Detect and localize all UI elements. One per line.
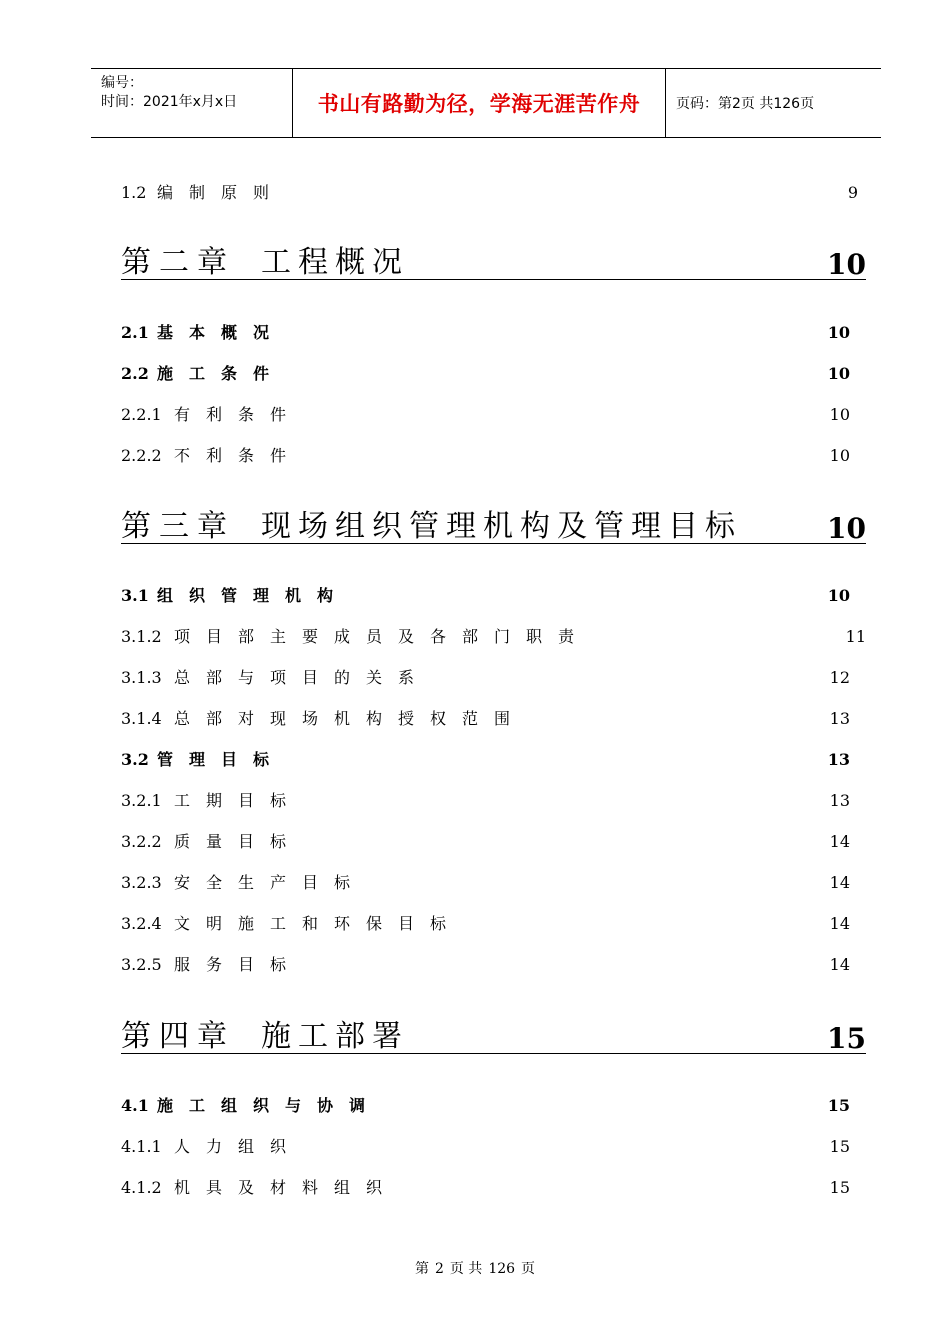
motto-text: 书山有路勤为径，学海无涯苦作舟 [317, 92, 641, 116]
toc-entry-3-2[interactable] [121, 748, 866, 772]
entry-number: 1.2 [121, 183, 147, 202]
entry-number: 4.1.2 [121, 1178, 162, 1197]
entry-title: 施工条件 [157, 364, 286, 383]
footer-suffix: 页 [521, 1261, 536, 1277]
chapter-page: 15 [827, 1022, 866, 1055]
toc-entry-2-2-2[interactable] [121, 444, 866, 468]
entry-number: 2.2 [121, 364, 149, 383]
toc-entry-2-2[interactable] [121, 362, 866, 386]
entry-title: 安全生产目标 [174, 873, 367, 892]
header-info-cell [91, 69, 293, 137]
entry-number: 3.2.1 [121, 791, 162, 810]
chapter-page: 10 [827, 248, 866, 281]
entry-page: 10 [827, 323, 850, 342]
toc-entry-3-2-5[interactable] [121, 953, 866, 977]
entry-page: 13 [827, 750, 850, 769]
entry-title: 质量目标 [174, 832, 303, 851]
entry-number: 2.1 [121, 323, 149, 342]
toc-chapter-4[interactable] [121, 1009, 866, 1054]
entry-title: 总部与项目的关系 [174, 668, 431, 687]
chapter-title: 施工部署 [261, 1019, 409, 1054]
entry-page: 13 [829, 709, 850, 728]
toc-entry-3-2-3[interactable] [121, 871, 866, 895]
entry-title: 基本概况 [157, 323, 286, 342]
chapter-number: 第四章 [121, 1019, 235, 1054]
entry-page: 12 [829, 668, 850, 687]
entry-page: 10 [829, 446, 850, 465]
entry-number: 3.1.2 [121, 627, 162, 646]
entry-title: 编制原则 [157, 183, 286, 202]
toc-entry-4-1-1[interactable] [121, 1135, 866, 1159]
chapter-number: 第三章 [121, 509, 235, 544]
toc-entry-3-1-4[interactable] [121, 707, 866, 731]
entry-page: 10 [827, 586, 850, 605]
entry-title: 总部对现场机构授权范围 [174, 709, 527, 728]
toc-entry-3-1-3[interactable] [121, 666, 866, 690]
entry-number: 2.2.1 [121, 405, 162, 424]
entry-number: 3.2.5 [121, 955, 162, 974]
entry-number: 3.1.3 [121, 668, 162, 687]
page-header [91, 68, 881, 138]
entry-title: 文明施工和环保目标 [174, 914, 463, 933]
toc-entry-3-1-2[interactable] [121, 625, 866, 649]
footer-current-page: 2 [434, 1261, 444, 1277]
entry-title: 不利条件 [174, 446, 303, 465]
toc-entry-3-1[interactable] [121, 584, 866, 608]
entry-page: 10 [827, 364, 850, 383]
chapter-title: 现场组织管理机构及管理目标 [261, 509, 742, 544]
toc-entry-2-1[interactable] [121, 321, 866, 345]
toc-entry-3-2-4[interactable] [121, 912, 866, 936]
toc-entry-4-1[interactable] [121, 1094, 866, 1118]
toc-chapter-3[interactable] [121, 499, 866, 544]
toc-entry-3-2-2[interactable] [121, 830, 866, 854]
toc-entry-1-2[interactable] [121, 181, 866, 205]
page-footer [0, 1258, 950, 1278]
number-label: 编号： [101, 75, 143, 91]
entry-number: 4.1.1 [121, 1137, 162, 1156]
toc-chapter-2[interactable] [121, 235, 866, 280]
toc-entry-3-2-1[interactable] [121, 789, 866, 813]
entry-page: 15 [829, 1178, 850, 1197]
entry-number: 3.2.4 [121, 914, 162, 933]
time-label: 时间：2021年x月x日 [101, 94, 238, 110]
entry-page: 15 [827, 1096, 850, 1115]
entry-page: 9 [847, 183, 858, 202]
entry-page: 13 [829, 791, 850, 810]
footer-middle: 页 共 [449, 1261, 483, 1277]
entry-title: 组织管理机构 [157, 586, 350, 605]
footer-total-pages: 126 [488, 1261, 516, 1277]
entry-page: 14 [829, 832, 850, 851]
entry-page: 11 [845, 627, 866, 646]
chapter-number: 第二章 [121, 245, 235, 280]
chapter-title: 工程概况 [261, 245, 409, 280]
entry-number: 3.2 [121, 750, 149, 769]
chapter-page: 10 [827, 512, 866, 545]
entry-number: 3.2.2 [121, 832, 162, 851]
entry-page: 14 [829, 873, 850, 892]
entry-number: 3.1.4 [121, 709, 162, 728]
entry-number: 3.1 [121, 586, 149, 605]
entry-title: 管理目标 [157, 750, 286, 769]
entry-title: 机具及材料组织 [174, 1178, 399, 1197]
entry-page: 14 [829, 914, 850, 933]
entry-number: 4.1 [121, 1096, 149, 1115]
page-code: 页码：第2页 共126页 [676, 96, 815, 112]
header-motto-cell [293, 69, 666, 137]
entry-title: 人力组织 [174, 1137, 303, 1156]
entry-page: 10 [829, 405, 850, 424]
entry-title: 工期目标 [174, 791, 303, 810]
header-page-cell [666, 69, 881, 137]
entry-title: 有利条件 [174, 405, 303, 424]
entry-title: 施工组织与协调 [157, 1096, 382, 1115]
entry-number: 2.2.2 [121, 446, 162, 465]
entry-title: 服务目标 [174, 955, 303, 974]
toc-entry-4-1-2[interactable] [121, 1176, 866, 1200]
entry-number: 3.2.3 [121, 873, 162, 892]
entry-title: 项目部主要成员及各部门职责 [174, 627, 591, 646]
footer-prefix: 第 [414, 1261, 429, 1277]
toc-entry-2-2-1[interactable] [121, 403, 866, 427]
entry-page: 14 [829, 955, 850, 974]
entry-page: 15 [829, 1137, 850, 1156]
